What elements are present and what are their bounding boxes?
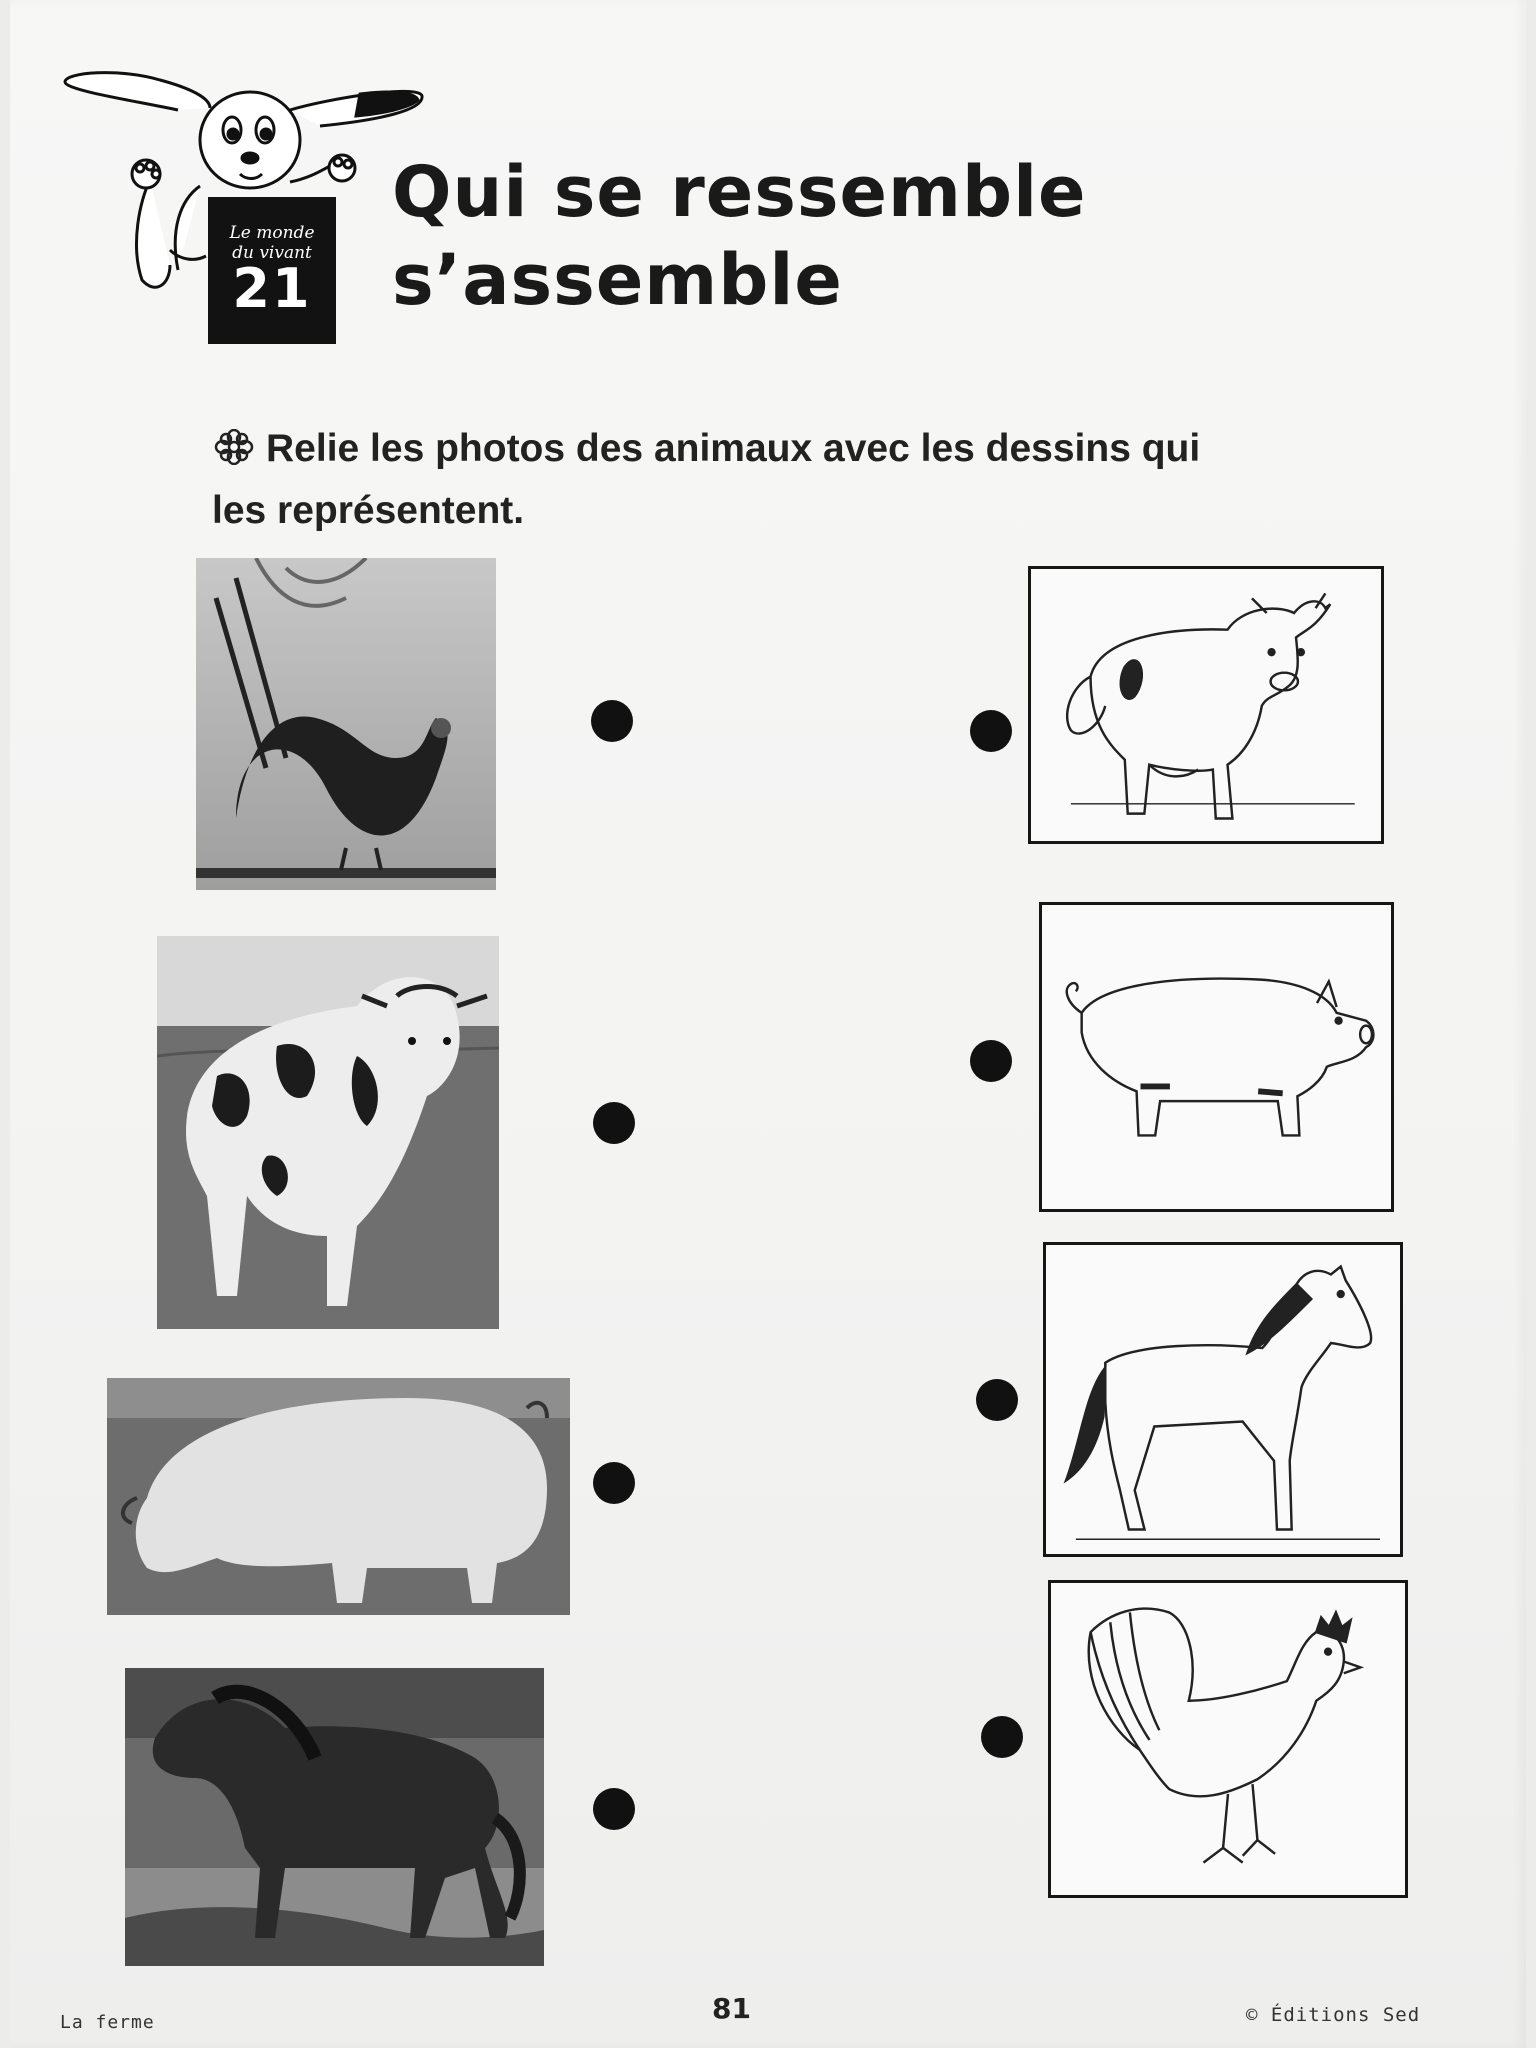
instruction-line1: Relie les photos des animaux avec les dessins qui bbox=[266, 427, 1201, 470]
footer-section-label: La ferme bbox=[60, 2012, 155, 2033]
flower-icon bbox=[212, 429, 256, 465]
page-title bbox=[392, 148, 1087, 324]
page-number: 81 bbox=[712, 1992, 751, 2025]
drawing-pig bbox=[1039, 902, 1394, 1212]
photo-pig bbox=[107, 1378, 570, 1615]
instruction-text bbox=[212, 418, 1412, 542]
photo-horse bbox=[125, 1668, 544, 1966]
connect-dot-right-2[interactable] bbox=[970, 1040, 1012, 1082]
worksheet-page bbox=[10, 0, 1526, 2048]
connect-dot-left-4[interactable] bbox=[593, 1788, 635, 1830]
title-line2: s’assemble bbox=[392, 239, 843, 321]
drawing-cow bbox=[1028, 566, 1384, 844]
instruction-line2: les représentent. bbox=[212, 489, 525, 532]
title-line1: Qui se ressemble bbox=[392, 151, 1087, 233]
footer-copyright: © Éditions Sed bbox=[1246, 2004, 1421, 2026]
connect-dot-right-1[interactable] bbox=[970, 710, 1012, 752]
drawing-rooster bbox=[1048, 1580, 1408, 1898]
connect-dot-right-3[interactable] bbox=[976, 1379, 1018, 1421]
connect-dot-right-4[interactable] bbox=[981, 1716, 1023, 1758]
photo-cow bbox=[157, 936, 499, 1329]
connect-dot-left-3[interactable] bbox=[593, 1462, 635, 1504]
badge-line2: du vivant bbox=[232, 243, 312, 263]
photo-rooster bbox=[196, 558, 496, 890]
drawing-horse bbox=[1043, 1242, 1403, 1557]
connect-dot-left-1[interactable] bbox=[591, 700, 633, 742]
badge-line1: Le monde bbox=[229, 223, 315, 243]
chapter-number: 21 bbox=[232, 257, 312, 320]
chapter-badge bbox=[208, 197, 336, 344]
connect-dot-left-2[interactable] bbox=[593, 1102, 635, 1144]
